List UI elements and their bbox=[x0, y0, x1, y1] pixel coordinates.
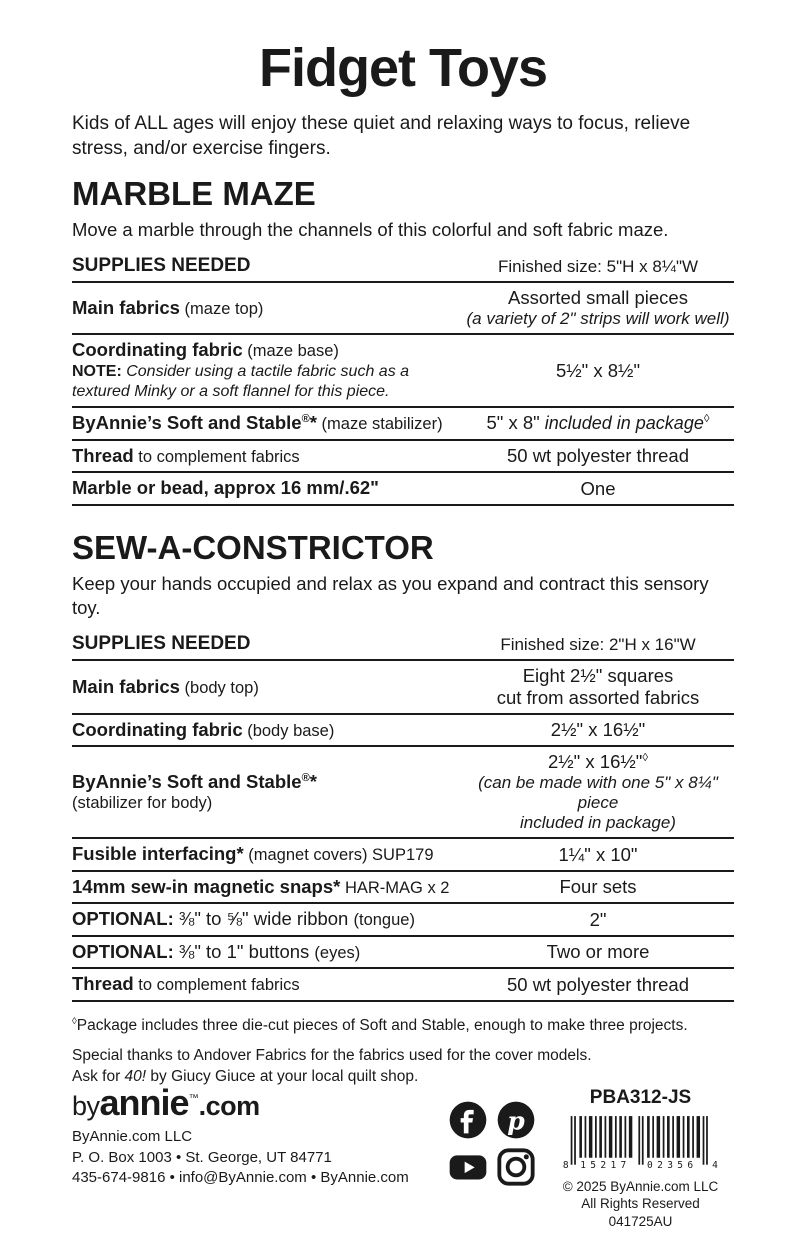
table-row bbox=[72, 283, 734, 335]
supply-qty: 2½" x 16½"◊ (can be made with one 5" x 8¼" piece included in package) bbox=[478, 751, 718, 833]
thanks-text: Special thanks to Andover Fabrics for the fabrics used for the cover models. Ask for 40! by Giucy Giuce at your local quilt shop. bbox=[72, 1047, 592, 1085]
supply-item: Coordinating fabric (maze base) NOTE: Consider using a tactile fabric such as a textured Minky or a soft flannel for this piece. bbox=[72, 338, 410, 401]
supply-table-sew-a-constrictor bbox=[72, 659, 734, 1002]
table-row bbox=[72, 937, 734, 970]
publisher-address bbox=[72, 1127, 447, 1189]
supply-item: 14mm sew-in magnetic snaps* HAR-MAG x 2 bbox=[72, 875, 450, 897]
table-row bbox=[72, 335, 734, 409]
notes-block bbox=[72, 1016, 734, 1087]
svg-text:8: 8 bbox=[562, 1160, 569, 1172]
supply-qty: 50 wt polyester thread bbox=[506, 445, 690, 467]
supply-item: Main fabrics (body top) bbox=[72, 675, 259, 697]
svg-text:p: p bbox=[507, 1106, 525, 1136]
diamond-footnote-mark: ◊ bbox=[72, 1015, 77, 1027]
supply-qty: 1¼" x 10" bbox=[558, 843, 638, 865]
table-row bbox=[72, 872, 734, 905]
supply-qty: 50 wt polyester thread bbox=[506, 973, 690, 995]
supplies-header bbox=[72, 633, 734, 659]
supplies-header bbox=[72, 255, 734, 281]
social-icons bbox=[447, 1099, 547, 1188]
package-footnote: ◊Package includes three die-cut pieces of Soft and Stable, enough to make three projects. bbox=[72, 1015, 688, 1035]
publisher-block bbox=[72, 1082, 447, 1189]
trademark-symbol: ™ bbox=[188, 1093, 199, 1105]
supply-qty: 2" bbox=[589, 908, 607, 930]
supply-qty: Four sets bbox=[559, 876, 637, 898]
table-row bbox=[72, 408, 734, 441]
section-heading-marble-maze: MARBLE MAZE bbox=[72, 174, 316, 212]
supply-item: Main fabrics (maze top) bbox=[72, 296, 264, 318]
supply-item: ByAnnie’s Soft and Stable®* (maze stabilizer) bbox=[72, 412, 443, 434]
instagram-icon bbox=[495, 1146, 537, 1188]
section-desc-sew-a-constrictor: Keep your hands occupied and relax as you expand and contract this sensory toy. bbox=[72, 572, 709, 618]
supply-table-marble-maze bbox=[72, 281, 734, 506]
copyright-text: © 2025 ByAnnie.com LLC All Rights Reserved 041725AU bbox=[562, 1179, 719, 1229]
table-row bbox=[72, 441, 734, 474]
supply-qty: Assorted small pieces (a variety of 2" strips will work well) bbox=[466, 286, 730, 328]
company-name: ByAnnie.com LLC bbox=[72, 1128, 193, 1146]
supply-item: ByAnnie’s Soft and Stable®* (stabilizer for body) bbox=[72, 770, 317, 813]
section-desc-marble-maze: Move a marble through the channels of this colorful and soft fabric maze. bbox=[72, 218, 669, 240]
table-row bbox=[72, 904, 734, 937]
supply-item: Thread to complement fabrics bbox=[72, 444, 300, 466]
po-box-line: P. O. Box 1003 • St. George, UT 84771 bbox=[72, 1148, 332, 1166]
facebook-icon bbox=[447, 1099, 489, 1141]
supply-qty: Eight 2½" squares cut from assorted fabrics bbox=[496, 665, 700, 708]
supply-qty: 5½" x 8½" bbox=[555, 359, 641, 381]
table-row bbox=[72, 969, 734, 1002]
table-row bbox=[72, 715, 734, 748]
intro-text: Kids of ALL ages will enjoy these quiet and relaxing ways to focus, relieve stress, and/or exercise fingers. bbox=[72, 112, 691, 159]
diamond-footnote-mark: ◊ bbox=[642, 752, 649, 765]
pinterest-icon bbox=[495, 1099, 537, 1141]
supply-qty: Two or more bbox=[546, 941, 650, 963]
supply-qty: 2½" x 16½" bbox=[550, 719, 646, 741]
supply-qty: 5" x 8" included in package◊ bbox=[486, 412, 710, 434]
supply-qty: One bbox=[580, 477, 616, 499]
supply-item: Fusible interfacing* (magnet covers) SUP179 bbox=[72, 843, 434, 865]
upc-barcode bbox=[562, 1111, 720, 1175]
footer bbox=[72, 1082, 734, 1230]
table-row bbox=[72, 473, 734, 506]
supply-item: OPTIONAL: ⅜" to 1" buttons (eyes) bbox=[72, 940, 361, 962]
diamond-footnote-mark: ◊ bbox=[703, 413, 710, 426]
supplies-needed-label: SUPPLIES NEEDED bbox=[72, 633, 251, 655]
pattern-code: PBA312-JS bbox=[589, 1087, 692, 1109]
supply-item: Coordinating fabric (body base) bbox=[72, 718, 335, 740]
supply-item: Marble or bead, approx 16 mm/.62" bbox=[72, 477, 379, 499]
svg-text:4: 4 bbox=[711, 1160, 718, 1172]
barcode-block bbox=[547, 1087, 734, 1230]
table-row bbox=[72, 747, 734, 839]
finished-size: Finished size: 2"H x 16"W bbox=[500, 635, 696, 655]
supply-item: Thread to complement fabrics bbox=[72, 973, 300, 995]
byannie-logo: by annie ™ .com bbox=[72, 1082, 260, 1124]
svg-text:02356: 02356 bbox=[646, 1160, 697, 1172]
youtube-icon bbox=[447, 1146, 489, 1188]
supply-item: OPTIONAL: ⅜" to ⅝" wide ribbon (tongue) bbox=[72, 908, 415, 930]
table-row bbox=[72, 661, 734, 715]
contact-line: 435-674-9816 • info@ByAnnie.com • ByAnnie.com bbox=[72, 1169, 409, 1187]
supplies-needed-label: SUPPLIES NEEDED bbox=[72, 254, 251, 276]
page-title: Fidget Toys bbox=[258, 38, 547, 98]
table-row bbox=[72, 839, 734, 872]
svg-text:15217: 15217 bbox=[579, 1160, 631, 1172]
section-heading-sew-a-constrictor: SEW-A-CONSTRICTOR bbox=[72, 528, 434, 566]
finished-size: Finished size: 5"H x 8¼"W bbox=[497, 256, 699, 276]
